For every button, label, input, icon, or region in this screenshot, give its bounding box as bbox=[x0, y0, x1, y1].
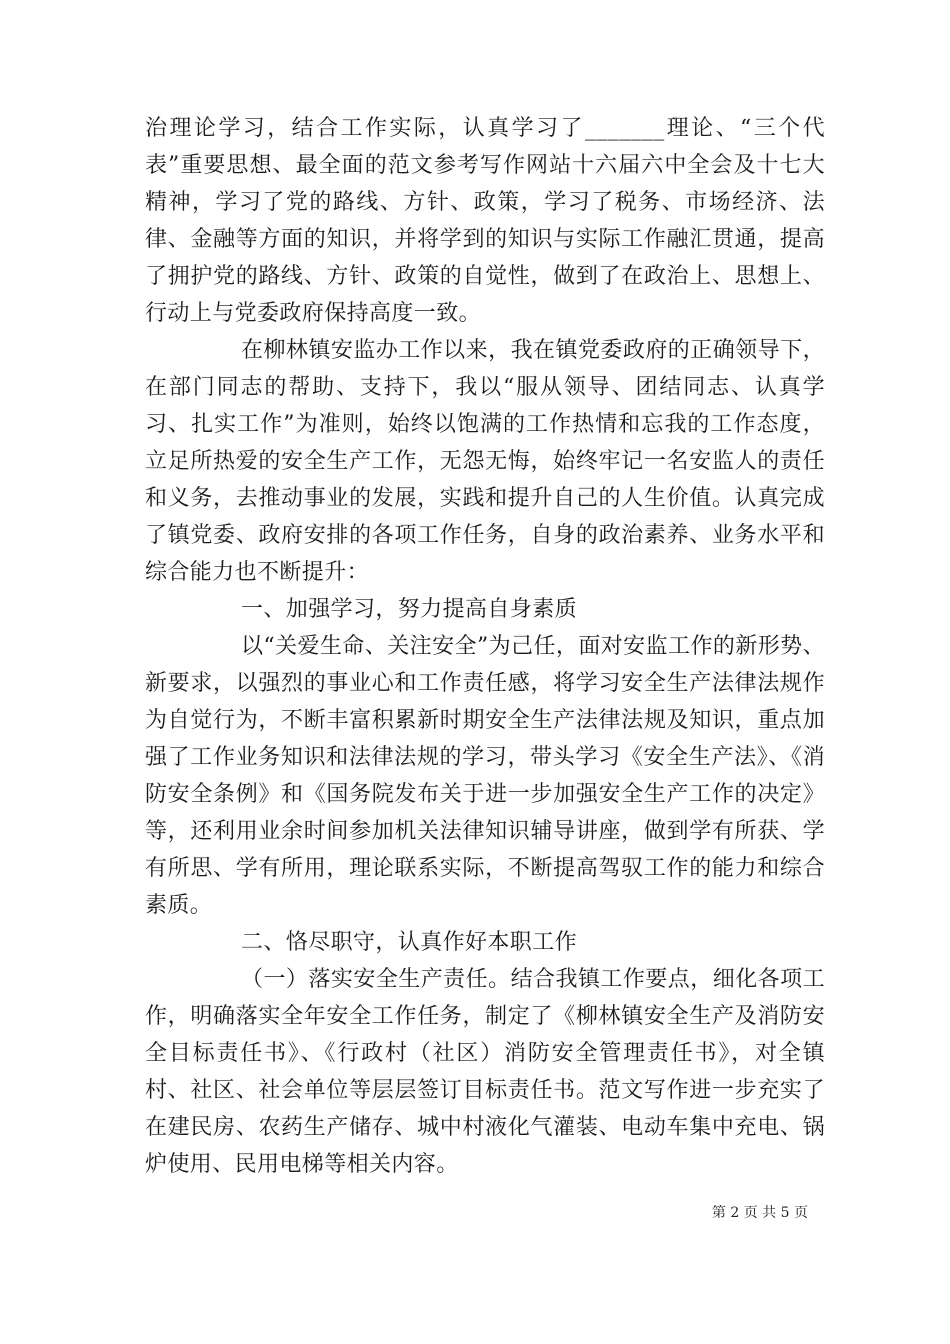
section-heading-study: 一、加强学习，努力提高自身素质 bbox=[241, 597, 578, 622]
paragraph-work-summary: 在柳林镇安监办工作以来，我在镇党委政府的正确领导下，在部门同志的帮助、支持下，我以“服从领导、团结同志、认真学习、扎实工作”为准则，始终以饱满的工作热情和忘我的工作态度，立足所热爱的安全生产工作，无怨无悔，始终牢记一名安监人的责任和义务，去推动事业的发展，实践和提升自己的人生价值。认真完成了镇党委、政府安排的各项工作任务，自身的政治素养、业务水平和综合能力也不断提升： bbox=[145, 338, 825, 585]
paragraph-safety-study: 以“关爱生命、关注安全”为己任，面对安监工作的新形势、新要求，以强烈的事业心和工作责任感，将学习安全生产法律法规作为自觉行为，不断丰富积累新时期安全生产法律法规及知识，重点加强了工作业务知识和法律法规的学习，带头学习《安全生产法》、《消防安全条例》和《国务院发布关于进一步加强安全生产工作的决定》等，还利用业余时间参加机关法律知识辅导讲座，做到学有所获、学有所思、学有所用，理论联系实际，不断提高驾驭工作的能力和综合素质。 bbox=[145, 634, 825, 918]
page-number-footer: 第 2 页 共 5 页 bbox=[711, 1205, 808, 1221]
document-body bbox=[145, 110, 825, 1183]
section-heading-duty: 二、恪尽职守，认真作好本职工作 bbox=[241, 930, 578, 955]
paragraph-responsibility: （一）落实安全生产责任。结合我镇工作要点，细化各项工作，明确落实全年安全工作任务，制定了《柳林镇安全生产及消防安全目标责任书》、《行政村（社区）消防安全管理责任书》，对全镇村、社区、社会单位等层层签订目标责任书。范文写作进一步充实了在建民房、农药生产储存、城中村液化气灌装、电动车集中充电、锅炉使用、民用电梯等相关内容。 bbox=[145, 967, 825, 1177]
paragraph-political-study: 治理论学习，结合工作实际，认真学习了_______理论、“三个代表”重要思想、最全面的范文参考写作网站十六届六中全会及十七大精神，学习了党的路线、方针、政策，学习了税务、市场经济、法律、金融等方面的知识，并将学到的知识与实际工作融汇贯通，提高了拥护党的路线、方针、政策的自觉性，做到了在政治上、思想上、行动上与党委政府保持高度一致。 bbox=[145, 116, 825, 326]
